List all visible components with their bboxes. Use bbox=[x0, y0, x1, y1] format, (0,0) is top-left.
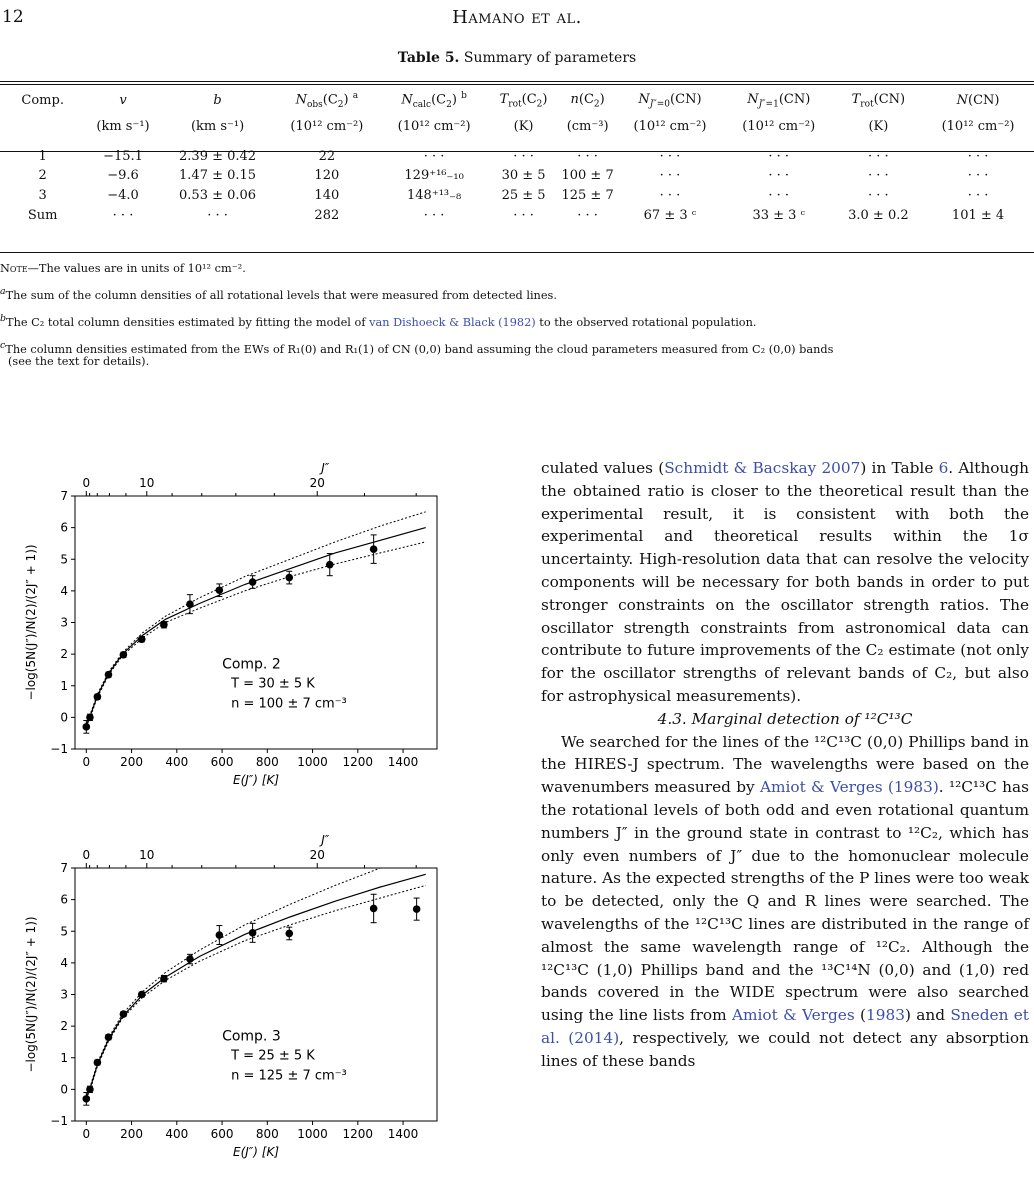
table-note-general: Note—The values are in units of 10¹² cm⁻². bbox=[0, 262, 246, 275]
x-tick-label: 0 bbox=[82, 1127, 91, 1141]
table-cell: · · · bbox=[659, 167, 681, 183]
annotation-temp: T = 25 ± 5 K bbox=[231, 1048, 315, 1064]
y-tick-label: 5 bbox=[60, 924, 68, 939]
x-axis-label: E(J″) [K] bbox=[232, 773, 280, 787]
data-point bbox=[285, 930, 293, 938]
y-axis-label: −log(5N(J″)/N(2)/(2J″ + 1)) bbox=[24, 544, 38, 701]
table-cell: −9.6 bbox=[107, 167, 139, 183]
table-cell: −15.1 bbox=[103, 148, 143, 164]
table-cell: · · · bbox=[207, 207, 228, 223]
table-row bbox=[0, 185, 1034, 205]
table-cell: 148⁺¹³₋₈ bbox=[407, 187, 462, 203]
data-point bbox=[285, 574, 293, 582]
annotation-comp: Comp. 3 bbox=[222, 1028, 281, 1045]
x2-axis-label: J″ bbox=[321, 461, 330, 475]
plot-comp3 bbox=[0, 818, 470, 1178]
unit-cell: (10¹² cm⁻²) bbox=[633, 118, 707, 134]
unit-cell: (cm⁻³) bbox=[566, 118, 609, 134]
data-point bbox=[138, 991, 146, 999]
plot-comp2 bbox=[0, 446, 470, 806]
y-tick-label: 2 bbox=[60, 647, 68, 662]
x2-tick-label: 0 bbox=[82, 476, 91, 490]
x-tick-label: 1400 bbox=[387, 755, 419, 769]
y-tick-label: 2 bbox=[60, 1019, 68, 1034]
table-cell: · · · bbox=[868, 148, 889, 164]
citation-link[interactable]: 1983 bbox=[866, 1006, 905, 1025]
table-cell: 120 bbox=[314, 167, 340, 183]
y-axis-label: −log(5N(J″)/N(2)/(2J″ + 1)) bbox=[24, 916, 38, 1073]
y-tick-label: 0 bbox=[60, 1082, 68, 1097]
table-cell: 3.0 ± 0.2 bbox=[848, 207, 909, 223]
table-cell: 129⁺¹⁶₋₁₀ bbox=[404, 167, 464, 183]
x-tick-label: 400 bbox=[165, 1127, 189, 1141]
table-cell: 2 bbox=[38, 167, 47, 183]
table-cell: 282 bbox=[314, 207, 340, 223]
data-point bbox=[249, 578, 257, 586]
unit-cell bbox=[0, 111, 85, 141]
page-number: 12 bbox=[2, 7, 24, 27]
col-header-nj0-cn: $N_{J''=0}(CN)$ bbox=[638, 91, 702, 110]
table-cell: 0.53 ± 0.06 bbox=[179, 187, 257, 203]
x2-tick-label: 10 bbox=[139, 476, 155, 490]
unit-cell: (K) bbox=[868, 118, 889, 134]
data-point bbox=[413, 905, 421, 913]
data-point bbox=[94, 693, 102, 701]
col-header-v: v bbox=[119, 93, 127, 108]
data-point bbox=[83, 1095, 91, 1103]
data-point bbox=[370, 545, 378, 553]
unit-cell: (K) bbox=[513, 118, 534, 134]
x-tick-label: 400 bbox=[165, 755, 189, 769]
table-row bbox=[0, 141, 1034, 165]
table-cell: · · · bbox=[768, 167, 790, 183]
data-point bbox=[86, 1086, 94, 1094]
col-header-n-cn: N(CN) bbox=[956, 93, 1000, 108]
annotation-density: n = 125 ± 7 cm⁻³ bbox=[231, 1068, 347, 1084]
table-ref-link[interactable]: 6 bbox=[938, 459, 949, 477]
table-cell: 3 bbox=[38, 187, 47, 203]
y-tick-label: 4 bbox=[60, 583, 68, 598]
data-point bbox=[186, 955, 194, 963]
table-cell: · · · bbox=[513, 148, 534, 164]
x-tick-label: 1200 bbox=[342, 1127, 374, 1141]
table-cell: · · · bbox=[659, 187, 681, 203]
col-header-trot-cn: $T_{rot}(CN)$ bbox=[851, 91, 906, 110]
unit-cell: (10¹² cm⁻²) bbox=[941, 118, 1015, 134]
y-tick-label: 5 bbox=[60, 552, 68, 567]
unit-cell: (10¹² cm⁻²) bbox=[290, 118, 364, 134]
unit-cell: (10¹² cm⁻²) bbox=[397, 118, 471, 134]
table-cell: 1.47 ± 0.15 bbox=[179, 167, 257, 183]
data-point bbox=[105, 1033, 113, 1041]
table-cell: 67 ± 3 ᶜ bbox=[643, 207, 697, 223]
data-point bbox=[216, 931, 224, 939]
x2-tick-label: 20 bbox=[309, 848, 325, 862]
table-title: Summary of parameters bbox=[463, 50, 637, 66]
table-cell: 2.39 ± 0.42 bbox=[179, 148, 257, 164]
y-tick-label: 1 bbox=[60, 678, 68, 693]
data-point bbox=[160, 621, 168, 629]
table-cell: · · · bbox=[967, 187, 989, 203]
table-cell: · · · bbox=[967, 167, 989, 183]
col-header-ncalc: $N_{calc}(C_2)$ $^b$ bbox=[401, 91, 467, 110]
citation-link[interactable]: Amiot & Verges bbox=[731, 1006, 855, 1025]
section-heading: 4.3. Marginal detection of ¹²C¹³C bbox=[657, 709, 913, 728]
x-tick-label: 1000 bbox=[297, 755, 328, 769]
data-point bbox=[370, 905, 378, 913]
body-text bbox=[541, 457, 1029, 1073]
citation-link[interactable]: Sneden et al. (2014) bbox=[541, 1006, 1029, 1047]
col-header-n-c2: $n(C_2)$ bbox=[570, 91, 605, 110]
col-header-comp: Comp. bbox=[21, 93, 64, 108]
table-cell: · · · bbox=[577, 207, 598, 223]
annotation-comp: Comp. 2 bbox=[222, 656, 281, 673]
y-tick-label: 6 bbox=[60, 892, 68, 907]
table-header-row bbox=[0, 81, 1034, 111]
chart-svg bbox=[0, 818, 470, 1178]
table-row-sum bbox=[0, 205, 1034, 225]
x-tick-label: 1000 bbox=[297, 1127, 328, 1141]
table-cell: 100 ± 7 bbox=[561, 167, 614, 183]
y-tick-label: 7 bbox=[60, 861, 68, 875]
data-point bbox=[249, 929, 257, 937]
table-cell: 30 ± 5 bbox=[501, 167, 546, 183]
footnote-b: $^b$The C₂ total column densities estimated by fitting the model of van Dishoeck & Black (1982) to the observed rotational population. bbox=[0, 312, 757, 329]
paragraph: We searched for the lines of the ¹²C¹³C (0,0) Phillips band in the HIRES-J spectrum. The wavelengths were based on the wavenumbers measured by Amiot & Verges (1983). ¹²C¹³C has the rotational levels of both odd and even rotational quantum numbers J″ in the ground state in contrast to ¹²C₂, which has only even numbers of J″ due to the homonuclear molecule nature. As the expected strengths of the P lines were too weak to be detected, only the Q and R lines were searched. The wavelengths of the ¹²C¹³C lines are distributed in the range of almost the same wavelength range of ¹²C₂. Although the ¹²C¹³C (1,0) Phillips band and the ¹³C¹⁴N (0,0) and (1,0) red bands covered in the WIDE spectrum were also searched using the line lists from Amiot & Verges (1983) and Sneden et al. (2014), respectively, we could not detect any absorption lines of these bands bbox=[541, 732, 1029, 1070]
citation-link[interactable]: van Dishoeck & Black (1982) bbox=[369, 315, 536, 329]
table-notes bbox=[0, 262, 1034, 377]
table-cell: · · · bbox=[659, 148, 681, 164]
annotation-density: n = 100 ± 7 cm⁻³ bbox=[231, 696, 347, 712]
unit-cell: (10¹² cm⁻²) bbox=[742, 118, 816, 134]
model-curve-upper bbox=[86, 512, 425, 724]
y-tick-label: 0 bbox=[60, 710, 68, 725]
citation-link[interactable]: Schmidt & Bacskay 2007 bbox=[664, 459, 861, 477]
model-curve-lower bbox=[86, 885, 425, 1099]
table-cell: · · · bbox=[423, 148, 445, 164]
footnote-a: $^a$The sum of the column densities of all rotational levels that were measured from detected lines. bbox=[0, 286, 557, 302]
table-cell: 140 bbox=[314, 187, 340, 203]
table-cell: · · · bbox=[868, 167, 889, 183]
x-tick-label: 600 bbox=[210, 1127, 234, 1141]
table-cell: · · · bbox=[967, 148, 989, 164]
footnote-c: $^c$The column densities estimated from the EWs of R₁(0) and R₁(1) of CN (0,0) band assuming the cloud parameters measured from C₂ (0,0) bands (see the text for details). bbox=[0, 339, 834, 369]
running-title: Hamano et al. bbox=[452, 7, 582, 28]
x2-axis-label: J″ bbox=[321, 833, 330, 847]
table-cell: · · · bbox=[768, 187, 790, 203]
paragraph: culated values (Schmidt & Bacskay 2007) in Table 6. Although the obtained ratio is closer to the theoretical result than the experimental result, it is consistent with both the experimental and theoretical results within the 1σ uncertainty. High-resolution data that can resolve the velocity components will be necessary for both bands in order to put stronger constraints on the oscillator strength ratios. The oscillator strength constraints from astronomical data can contribute to future improvements of the C₂ estimate (not only for the oscillator strengths of relevant bands of C₂, but also for astrophysical measurements). bbox=[541, 459, 1029, 705]
data-point bbox=[86, 714, 94, 722]
col-header-nobs: $N_{obs}(C_2)$ $^a$ bbox=[295, 91, 359, 110]
x-tick-label: 1200 bbox=[342, 755, 374, 769]
table-cell: 22 bbox=[318, 148, 336, 164]
data-point bbox=[105, 671, 113, 679]
col-header-b: b bbox=[213, 93, 222, 108]
data-point bbox=[216, 586, 224, 594]
data-point bbox=[120, 651, 128, 659]
x-tick-label: 200 bbox=[120, 1127, 144, 1141]
data-point bbox=[83, 723, 91, 731]
x-tick-label: 800 bbox=[255, 1127, 279, 1141]
y-tick-label: 7 bbox=[60, 489, 68, 503]
data-point bbox=[120, 1010, 128, 1018]
table-cell: · · · bbox=[768, 148, 790, 164]
x2-tick-label: 0 bbox=[82, 848, 91, 862]
table-cell: Sum bbox=[27, 207, 58, 223]
data-point bbox=[326, 561, 334, 569]
x-axis-label: E(J″) [K] bbox=[232, 1145, 280, 1159]
x-tick-label: 200 bbox=[120, 755, 144, 769]
data-point bbox=[186, 600, 194, 608]
x2-tick-label: 20 bbox=[309, 476, 325, 490]
x2-tick-label: 10 bbox=[139, 848, 155, 862]
col-header-trot-c2: $T_{rot}(C_2)$ bbox=[499, 91, 548, 110]
data-point bbox=[160, 975, 168, 983]
data-point bbox=[94, 1059, 102, 1067]
y-tick-label: −1 bbox=[50, 1114, 68, 1128]
y-tick-label: −1 bbox=[50, 742, 68, 756]
x-tick-label: 800 bbox=[255, 755, 279, 769]
table-cell: 101 ± 4 bbox=[951, 207, 1005, 223]
table-cell: 25 ± 5 bbox=[501, 187, 546, 203]
y-tick-label: 6 bbox=[60, 520, 68, 535]
x-tick-label: 1400 bbox=[387, 1127, 419, 1141]
table-cell: · · · bbox=[112, 207, 134, 223]
running-head bbox=[0, 4, 1034, 30]
table-units-row bbox=[0, 111, 1034, 141]
table-cell: 1 bbox=[38, 148, 47, 164]
citation-link[interactable]: Amiot & Verges (1983) bbox=[759, 778, 939, 797]
table-cell: 125 ± 7 bbox=[561, 187, 614, 203]
chart-svg bbox=[0, 446, 470, 806]
y-tick-label: 4 bbox=[60, 955, 68, 970]
table-cell: · · · bbox=[423, 207, 445, 223]
table-row bbox=[0, 165, 1034, 185]
data-point bbox=[138, 635, 146, 643]
annotation-temp: T = 30 ± 5 K bbox=[231, 676, 315, 692]
table-label: Table 5. bbox=[397, 50, 460, 66]
unit-cell: (km s⁻¹) bbox=[96, 118, 150, 134]
table-caption bbox=[0, 50, 1034, 66]
table-cell: · · · bbox=[868, 187, 889, 203]
y-tick-label: 3 bbox=[60, 987, 68, 1002]
x-tick-label: 600 bbox=[210, 755, 234, 769]
y-tick-label: 3 bbox=[60, 615, 68, 630]
table-cell: 33 ± 3 ᶜ bbox=[752, 207, 806, 223]
x-tick-label: 0 bbox=[82, 755, 91, 769]
table-cell: · · · bbox=[513, 207, 534, 223]
y-tick-label: 1 bbox=[60, 1050, 68, 1065]
table-cell: · · · bbox=[577, 148, 598, 164]
table-cell: −4.0 bbox=[107, 187, 139, 203]
col-header-nj1-cn: $N_{J''=1}(CN)$ bbox=[747, 91, 811, 110]
unit-cell: (km s⁻¹) bbox=[190, 118, 245, 134]
